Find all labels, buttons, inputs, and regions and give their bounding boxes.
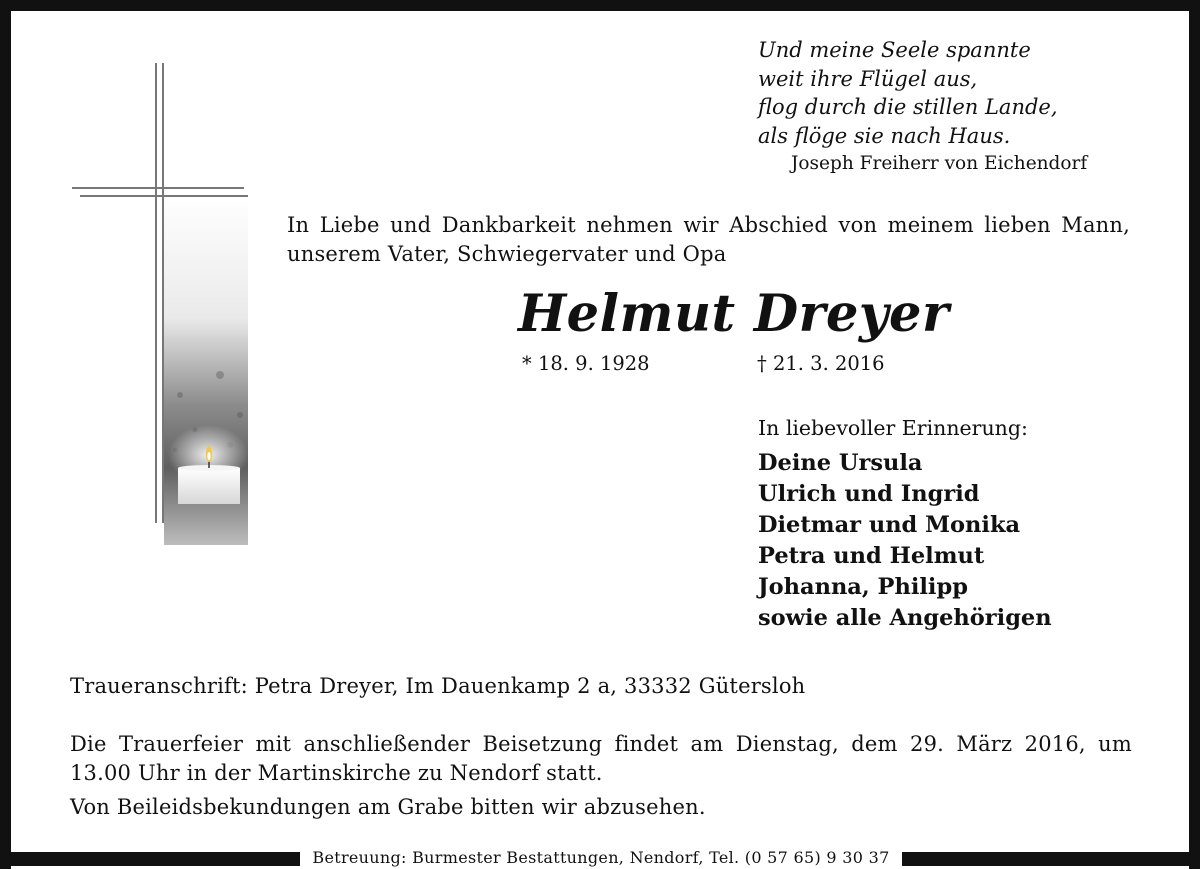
cross-icon (70, 55, 248, 545)
quote-line: flog durch die stillen Lande, (758, 95, 1058, 119)
deceased-name: Helmut Dreyer (518, 284, 950, 344)
birth-date: * 18. 9. 1928 (522, 352, 650, 375)
family-member: Deine Ursula (758, 450, 923, 476)
cross-candle-image (70, 55, 248, 545)
footer-bar-right (902, 852, 1200, 866)
memory-label: In liebevoller Erinnerung: (758, 416, 1028, 440)
funeral-service-info: Die Trauerfeier mit anschließender Beisetzung findet am Dienstag, dem 29. März 2016, um 13.00 Uhr in der Martinskirche zu Nendorf statt. (70, 732, 1132, 785)
quote-line: als flöge sie nach Haus. (758, 123, 1011, 148)
mourning-address: Traueranschrift: Petra Dreyer, Im Dauenkamp 2 a, 33332 Gütersloh (70, 674, 806, 698)
family-member: Petra und Helmut (758, 543, 985, 569)
footer-bar-left (0, 852, 300, 866)
condolence-note: Von Beileidsbekundungen am Grabe bitten wir abzusehen. (70, 795, 706, 819)
family-list (758, 448, 1052, 634)
family-member: Ulrich und Ingrid (758, 481, 980, 507)
quote-author: Joseph Freiherr von Eichendorf (791, 153, 1088, 174)
quote-line: Und meine Seele spannte (758, 38, 1031, 62)
eichendorff-quote (758, 36, 1158, 178)
family-member: Dietmar und Monika (758, 512, 1021, 538)
family-member: sowie alle Angehörigen (758, 605, 1052, 631)
intro-text: In Liebe und Dankbarkeit nehmen wir Abschied von meinem lieben Mann, unserem Vater, Schwiegervater und Opa (287, 213, 1130, 266)
death-date: † 21. 3. 2016 (757, 352, 885, 375)
family-member: Johanna, Philipp (758, 574, 968, 600)
quote-line: weit ihre Flügel aus, (758, 66, 978, 91)
funeral-home-footer: Betreuung: Burmester Bestattungen, Nendorf, Tel. (0 57 65) 9 30 37 (312, 848, 890, 867)
